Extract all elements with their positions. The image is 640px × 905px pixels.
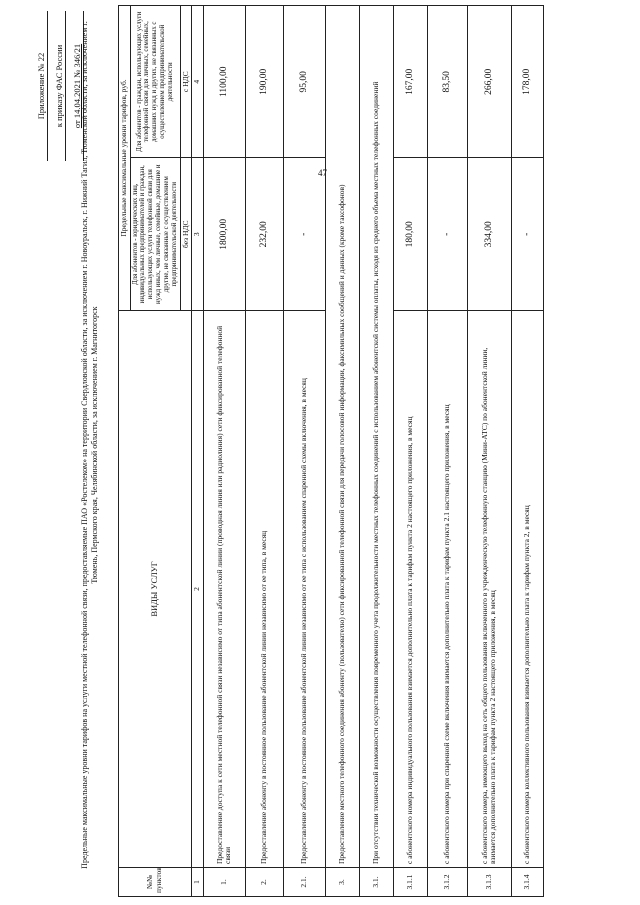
row-number: 2. — [245, 868, 283, 897]
header-row-1 — [119, 6, 131, 897]
service-cell: с абонентского номера индивидуального пользования взимается дополнительно плата к тарифам пункта 2 настоящего приложения, в месяц — [393, 311, 427, 868]
section-heading-cell: Предоставление местного телефонного соединения абоненту (пользователю) сети фиксированной телефонной связи для передачи голосовой информации, факсимильных сообщений и данных (кроме таксофонов) — [325, 6, 359, 868]
table-row — [393, 6, 427, 897]
citizen-tariff-cell: 95,00 — [283, 6, 325, 159]
legal-tariff-cell: 232,00 — [245, 158, 283, 311]
legal-tariff-cell: 180,00 — [393, 158, 427, 311]
table-row — [283, 6, 325, 897]
service-cell: Предоставление абоненту в постоянное пользование абонентской линии независимо от ее типа с использованием спаренной схемы включения, в месяц — [283, 311, 325, 868]
legal-entities-header: Для абонентов - юридических лиц, индивидуальных предпринимателей и граждан, использующих услуги телефонной связи для нужд иных, чем личные, семейные, домашние и другие, не связанные с осуществлением предпринимательской деятельности — [130, 158, 180, 311]
appendix-line — [30, 11, 48, 161]
index-cell: 4 — [192, 6, 204, 159]
table-row — [203, 6, 245, 897]
index-cell: 3 — [192, 158, 204, 311]
citizen-tariff-cell: 1100,00 — [203, 6, 245, 159]
table-row — [245, 6, 283, 897]
service-cell: с абонентского номера, имеющего выход на сеть общего пользования включенного в учрежденческую телефонную станцию (Мини-АТС) по абонентской линии, взимается дополнительно плата к тарифам пункта 2 настоящего приложения, в месяц — [467, 311, 511, 868]
citizens-header: Для абонентов - граждан, использующих услуги телефонной связи для личных, семейных, домашних нужд и других, не связанных с осуществлением предпринимательской деятельности — [130, 6, 180, 159]
table-row — [511, 6, 543, 897]
citizen-tariff-cell: 167,00 — [393, 6, 427, 159]
tariff-table — [118, 5, 544, 897]
service-column-header: ВИДЫ УСЛУГ — [119, 311, 192, 868]
citizen-tariff-cell: 83,50 — [427, 6, 467, 159]
legal-tariff-cell: 334,00 — [467, 158, 511, 311]
table-row — [467, 6, 511, 897]
row-number: 3. — [325, 868, 359, 897]
citizen-tariff-cell: 266,00 — [467, 6, 511, 159]
table-row — [359, 6, 393, 897]
service-cell: Предоставление доступа к сети местной телефонной связи независимо от типа абонентской линии (проводная линия или радиолиния) сети фиксированной телефонной связи — [203, 311, 245, 868]
date-text: от 14.04.2021 № 346/21 — [72, 43, 82, 129]
service-cell: с абонентского номера при спаренной схеме включения взимается дополнительно плата к тарифам пункта 2.1 настоящего приложения, в месяц — [427, 311, 467, 868]
legal-tariff-cell: 1800,00 — [203, 158, 245, 311]
vat-excluded-header: без НДС — [180, 158, 192, 311]
row-number: 3.1.4 — [511, 868, 543, 897]
appendix-text: Приложение № 22 — [36, 52, 46, 120]
document-title: Предельные максимальные уровни тарифов на услуги местной телефонной связи, предоставляемые ПАО «Ростелеком» на территории Свердловской области, за исключением г. Новоуральск, г. Нижний Тагил, Тюменской области, за исключением г. Тюмень, Пермского края, Челябинской области, за исключением г. Магнитогорск — [80, 21, 100, 869]
index-cell: 2 — [192, 311, 204, 868]
appendix-header — [30, 11, 84, 161]
citizen-tariff-cell: 190,00 — [245, 6, 283, 159]
legal-tariff-cell: - — [427, 158, 467, 311]
index-cell: 1 — [192, 868, 204, 897]
table-row — [427, 6, 467, 897]
service-cell: с абонентского номера коллективного пользования взимается дополнительно плата к тарифам пункта 2, в месяц — [511, 311, 543, 868]
service-cell: Предоставление абоненту в постоянное пользование абонентской линии независимо от ее типа, в месяц — [245, 311, 283, 868]
citizen-tariff-cell: 178,00 — [511, 6, 543, 159]
page-number: 47 — [318, 168, 327, 178]
row-number: 3.1.2 — [427, 868, 467, 897]
row-number: 3.1. — [359, 868, 393, 897]
levels-header: Предельные максимальные уровни тарифов, руб. — [119, 6, 131, 311]
order-line — [48, 11, 66, 161]
row-number: 2.1. — [283, 868, 325, 897]
row-number: 3.1.3 — [467, 868, 511, 897]
section-heading-cell: При отсутствии технической возможности осуществления повременного учета продолжительности местных телефонных соединений с использованием абонентской системы оплаты, исходя из среднего объема местных телефонных соединений — [359, 6, 393, 868]
order-text: к приказу ФАС России — [54, 44, 64, 128]
row-number: 3.1.1 — [393, 868, 427, 897]
row-number: 1. — [203, 868, 245, 897]
legal-tariff-cell: - — [283, 158, 325, 311]
num-column-header: №№ пунктов — [119, 868, 192, 897]
legal-tariff-cell: - — [511, 158, 543, 311]
index-row — [192, 6, 204, 897]
vat-included-header: с НДС — [180, 6, 192, 159]
table-row — [325, 6, 359, 897]
